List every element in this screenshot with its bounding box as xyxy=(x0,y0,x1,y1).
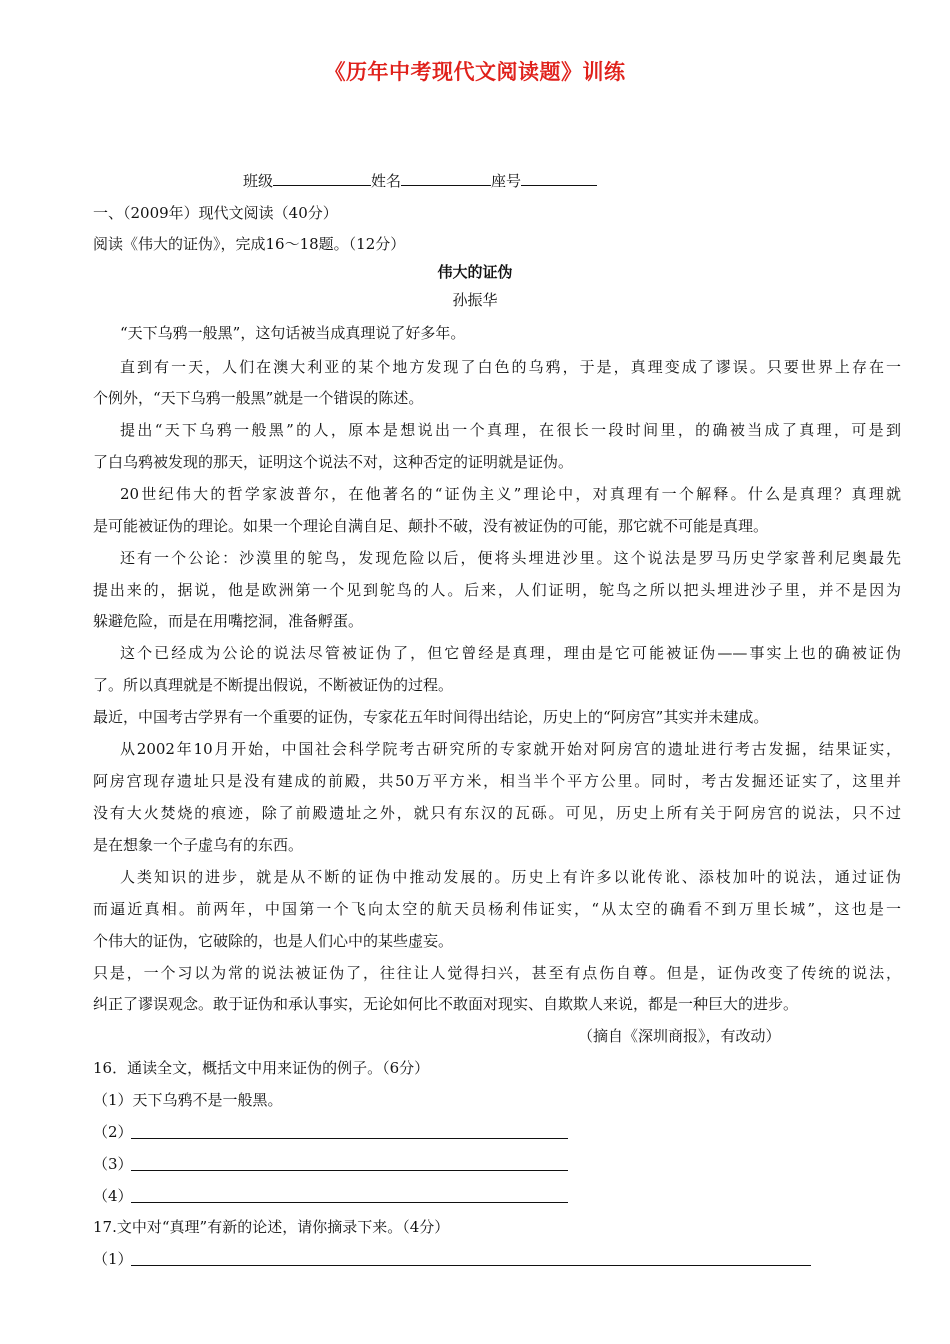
article-line: 还有一个公论：沙漠里的鸵鸟，发现危险以后，便将头埋进沙里。这个说法是罗马历史学家普利尼奥最先 xyxy=(120,549,901,567)
question-16-label-4: （4） xyxy=(93,1187,133,1205)
article-line: 而逼近真相。前两年，中国第一个飞向太空的航天员杨利伟证实，“从太空的确看不到万里长城”，这也是一 xyxy=(93,900,901,918)
article-line: 人类知识的进步，就是从不断的证伪中推动发展的。历史上有许多以讹传讹、添枝加叶的说法，通过证伪 xyxy=(120,868,901,886)
article-line: 20世纪伟大的哲学家波普尔，在他著名的“证伪主义”理论中，对真理有一个解释。什么是真理？真理就 xyxy=(120,485,901,503)
article-line: 直到有一天，人们在澳大利亚的某个地方发现了白色的乌鸦，于是，真理变成了谬误。只要世界上存在一 xyxy=(120,358,901,376)
document-title: 《历年中考现代文阅读题》训练 xyxy=(324,60,626,84)
article-line: 提出“天下乌鸦一般黑”的人，原本是想说出一个真理，在很长一段时间里，的确被当成了真理，可是到 xyxy=(120,421,901,439)
section-heading: 一、（2009年）现代文阅读（40分） xyxy=(93,204,338,222)
question-17-label-1: （1） xyxy=(93,1250,133,1268)
article-author: 孙振华 xyxy=(452,291,498,309)
reading-instruction: 阅读《伟大的证伪》，完成16～18题。（12分） xyxy=(93,235,406,253)
answer-line-16-2[interactable] xyxy=(131,1137,568,1139)
class-label: 班级 xyxy=(243,172,274,190)
question-16-label-2: （2） xyxy=(93,1123,133,1141)
question-16-label-3: （3） xyxy=(93,1155,133,1173)
article-line: 了白乌鸦被发现的那天，证明这个说法不对，这种否定的证明就是证伪。 xyxy=(93,453,574,471)
article-line: 从2002年10月开始，中国社会科学院考古研究所的专家就开始对阿房宫的遗址进行考古发掘，结果证实， xyxy=(120,740,901,758)
article-line: 是可能被证伪的理论。如果一个理论自满自足、颠扑不破，没有被证伪的可能，那它就不可能是真理。 xyxy=(93,517,769,535)
article-line: 躲避危险，而是在用嘴挖洞，准备孵蛋。 xyxy=(93,612,364,630)
name-field[interactable] xyxy=(401,170,491,186)
article-line: 最近，中国考古学界有一个重要的证伪，专家花五年时间得出结论，历史上的“阿房宫”其实并未建成。 xyxy=(93,708,769,726)
article-line: 纠正了谬误观念。敢于证伪和承认事实，无论如何比不敢面对现实、自欺欺人来说，都是一种巨大的进步。 xyxy=(93,995,799,1013)
answer-line-16-3[interactable] xyxy=(131,1169,568,1171)
class-field[interactable] xyxy=(273,170,371,186)
answer-line-17-1[interactable] xyxy=(131,1264,811,1266)
article-line: 没有大火焚烧的痕迹，除了前殿遗址之外，就只有东汉的瓦砾。可见，历史上所有关于阿房宫的说法，只不过 xyxy=(93,804,901,822)
question-16-answer-1: （1）天下乌鸦不是一般黑。 xyxy=(93,1091,283,1109)
article-line: 阿房宫现存遗址只是没有建成的前殿，共50万平方米，相当半个平方公里。同时，考古发掘还证实了，这里并 xyxy=(93,772,901,790)
article-line: 提出来的，据说，他是欧洲第一个见到鸵鸟的人。后来，人们证明，鸵鸟之所以把头埋进沙子里，并不是因为 xyxy=(93,581,901,599)
seat-label: 座号 xyxy=(491,172,522,190)
article-line: 是在想象一个子虚乌有的东西。 xyxy=(93,836,304,854)
article-line: 这个已经成为公论的说法尽管被证伪了，但它曾经是真理，理由是它可能被证伪——事实上也的确被证伪 xyxy=(120,644,901,662)
article-source: （摘自《深圳商报》，有改动） xyxy=(578,1027,781,1045)
article-line: “天下乌鸦一般黑”，这句话被当成真理说了好多年。 xyxy=(120,324,466,342)
article-title: 伟大的证伪 xyxy=(437,263,513,281)
article-line: 只是，一个习以为常的说法被证伪了，往往让人觉得扫兴，甚至有点伤自尊。但是，证伪改变了传统的说法， xyxy=(93,964,901,982)
question-16-prompt: 16．通读全文，概括文中用来证伪的例子。（6分） xyxy=(93,1059,430,1077)
article-line: 了。所以真理就是不断提出假说，不断被证伪的过程。 xyxy=(93,676,454,694)
name-label: 姓名 xyxy=(371,172,402,190)
seat-field[interactable] xyxy=(521,170,597,186)
question-17-prompt: 17.文中对“真理”有新的论述，请你摘录下来。（4分） xyxy=(93,1218,450,1236)
student-info-form xyxy=(243,170,597,191)
article-line: 个例外，“天下乌鸦一般黑”就是一个错误的陈述。 xyxy=(93,389,424,407)
answer-line-16-4[interactable] xyxy=(131,1201,568,1203)
article-line: 个伟大的证伪，它破除的，也是人们心中的某些虚妄。 xyxy=(93,932,454,950)
